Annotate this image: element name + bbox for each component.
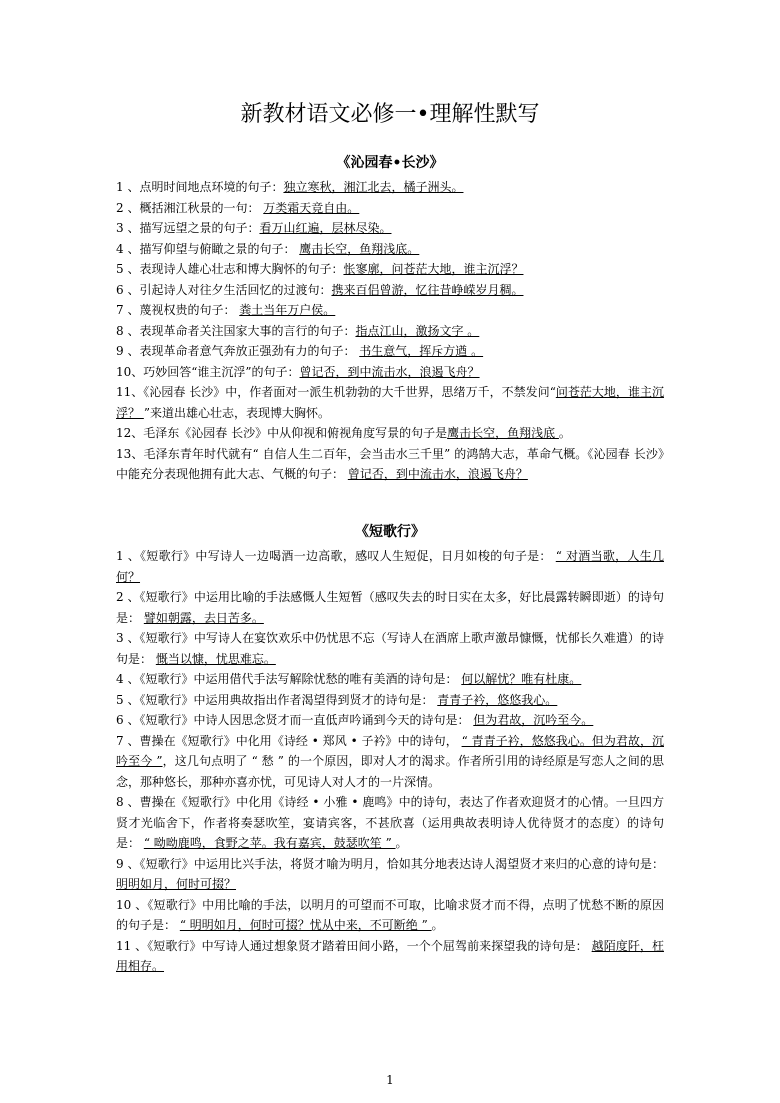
answer-text: 越陌度阡，枉用相存。 — [116, 938, 664, 973]
document-title: 新教材语文必修一•理解性默写 — [240, 102, 540, 127]
answer-text: 书生意气，挥斥方遒 。 — [359, 344, 484, 358]
answer-text: 曾记否，到中流击水，浪遏飞舟？ — [347, 467, 528, 481]
question-text: 9 、表现革命者意气奔放正强劲有力的句子： — [116, 344, 360, 358]
answer-text: 何以解忧？唯有杜康。 — [461, 672, 582, 686]
question-text: 1 、点明时间地点环境的句子： — [116, 180, 284, 194]
question-item — [116, 628, 664, 669]
question-tail-text: 。 — [558, 426, 571, 440]
question-item — [116, 259, 664, 280]
question-tail-text: ，这几句点明了 “ 愁 ” 的一个原因，即对人才的渴求。作者所引用的诗经原是写恋人之间的思念，那种悠长，那种亦喜亦忧，可见诗人对人才的一片深情。 — [116, 754, 665, 789]
question-item — [116, 423, 664, 444]
section-heading-duangexing: 《短歌行》 — [355, 524, 425, 540]
question-item — [116, 690, 664, 711]
question-item — [116, 444, 664, 485]
answer-text: 携来百侣曾游，忆往昔峥嵘岁月稠。 — [331, 282, 524, 297]
question-text: 3 、描写远望之景的句子： — [116, 221, 260, 235]
question-text: 7 、蔑视权贵的句子： — [116, 303, 240, 317]
answer-text: 鹰击长空，鱼翔浅底。 — [299, 241, 420, 256]
question-item — [116, 321, 664, 342]
answer-text: 明明如月，何时可掇？ — [116, 877, 237, 891]
question-text: 8 、表现革命者关注国家大事的言行的句子： — [116, 323, 356, 338]
answer-text: 看万山红遍，层林尽染。 — [259, 221, 392, 235]
answer-text: 鹰击长空，鱼翔浅底 — [447, 426, 559, 440]
section-items-qinyuanchun — [116, 177, 664, 485]
answer-text: 粪土当年万户侯。 — [239, 303, 336, 317]
answer-text: 问苍茫大地，谁主沉浮？ — [116, 385, 664, 420]
question-text: 12、毛泽东《沁园春 长沙》中从仰视和俯视角度写景的句子是 — [116, 426, 448, 440]
question-item — [116, 280, 664, 301]
question-item — [116, 198, 664, 219]
question-text: 11、《沁园春 长沙》中，作者面对一派生机勃勃的大千世界，思绪万千，不禁发问“ — [116, 385, 556, 399]
question-item — [116, 936, 664, 977]
question-item — [116, 546, 664, 587]
question-item — [116, 587, 664, 628]
answer-text: 指点江山，激扬文字 。 — [355, 323, 480, 338]
question-text: 3 、《短歌行》中写诗人在宴饮欢乐中仍忧思不忘（写诗人在酒席上歌声激昂慷慨，忧郁长久难遣）的诗句是： — [116, 631, 664, 666]
question-text: 2 、概括湘江秋景的一句： — [116, 200, 264, 215]
question-text: 1 、《短歌行》中写诗人一边喝酒一边高歌，感叹人生短促，日月如梭的句子是： — [116, 549, 556, 563]
answer-text: 但为君故，沉吟至今。 — [473, 713, 594, 727]
question-text: 4 、描写仰望与俯瞰之景的句子： — [116, 241, 300, 256]
answer-text: “ 明明如月，何时可掇？忧从中来，不可断绝 ” — [179, 918, 432, 932]
answer-text: 譬如朝露，去日苦多。 — [143, 610, 264, 625]
question-text: 10 、《短歌行》中用比喻的手法，以明月的可望而不可取，比喻求贤才而不得，点明了忧愁不断的原因的句子是： — [116, 897, 664, 932]
question-text: 7 、曹操在《短歌行》中化用《诗经 • 郑风 • 子衿》中的诗句， — [116, 733, 462, 748]
answer-text: 怅寥廓，问苍茫大地，谁主沉浮？ — [343, 262, 524, 276]
question-tail-text: 。 — [395, 836, 408, 850]
question-item — [116, 362, 664, 383]
question-item — [116, 710, 664, 731]
answer-text: 万类霜天竞自由。 — [263, 200, 360, 215]
question-text: 2 、《短歌行》中运用比喻的手法感慨人生短暂（感叹失去的时日实在太多，好比晨露转瞬即逝）的诗句是： — [116, 590, 664, 625]
question-item — [116, 895, 664, 936]
question-item — [116, 669, 664, 690]
answer-text: “ 青青子衿，悠悠我心。但为君故，沉吟至今 ” — [116, 733, 664, 768]
section-heading-qinyuanchun: 《沁园春•长沙》 — [336, 155, 444, 171]
question-text: 6 、《短歌行》中诗人因思念贤才而一直低声吟诵到今天的诗句是： — [116, 713, 474, 727]
answer-text: “ 呦呦鹿鸣，食野之苹。我有嘉宾，鼓瑟吹笙 ” — [143, 836, 396, 850]
question-text: 6 、引起诗人对往夕生活回忆的过渡句： — [116, 282, 332, 297]
question-item — [116, 239, 664, 260]
page-number: 1 — [386, 1073, 394, 1087]
question-text: 4 、《短歌行》中运用借代手法写解除忧愁的唯有美酒的诗句是： — [116, 672, 462, 686]
question-text: 11 、《短歌行》中写诗人通过想象贤才踏着田间小路，一个个屈驾前来探望我的诗句是： — [116, 938, 592, 953]
question-text: 13、毛泽东青年时代就有“ 自信人生二百年，会当击水三千里” 的鸿鹄大志，革命气概。《沁园春 长沙》中能充分表现他拥有此大志、气概的句子： — [116, 446, 664, 481]
question-item — [116, 341, 664, 362]
question-item — [116, 854, 664, 895]
question-text: 8 、曹操在《短歌行》中化用《诗经 • 小雅 • 鹿鸣》中的诗句，表达了作者欢迎贤才的心情。一旦四方贤才光临舍下，作者将奏瑟吹笙，宴请宾客，不甚欣喜（运用典故表明诗人优待贤才的态度）的诗句是： — [116, 795, 664, 850]
question-item — [116, 300, 664, 321]
question-text: 10、巧妙回答“谁主沉浮”的句子： — [116, 364, 300, 379]
question-item — [116, 382, 664, 423]
question-item — [116, 177, 664, 198]
question-text: 5 、《短歌行》中运用典故指出作者渴望得到贤才的诗句是： — [116, 692, 438, 707]
question-item — [116, 731, 664, 793]
answer-text: “ 对酒当歌，人生几何？ — [116, 549, 664, 584]
answer-text: 青青子衿，悠悠我心。 — [437, 692, 558, 707]
question-tail-text: ”来道出雄心壮志，表现博大胸怀。 — [143, 405, 330, 420]
question-text: 5 、表现诗人雄心壮志和博大胸怀的句子： — [116, 262, 344, 276]
question-text: 9 、《短歌行》中运用比兴手法，将贤才喻为明月，恰如其分地表达诗人渴望贤才来归的心意的诗句是： — [116, 856, 664, 871]
question-item — [116, 218, 664, 239]
question-item — [116, 792, 664, 854]
question-tail-text: 。 — [431, 918, 444, 932]
answer-text: 曾记否，到中流击水，浪遏飞舟？ — [299, 364, 480, 379]
answer-text: 独立寒秋，湘江北去，橘子洲头。 — [283, 180, 464, 194]
answer-text: 慨当以慷，忧思难忘。 — [155, 651, 276, 666]
section-items-duangexing — [116, 546, 664, 977]
